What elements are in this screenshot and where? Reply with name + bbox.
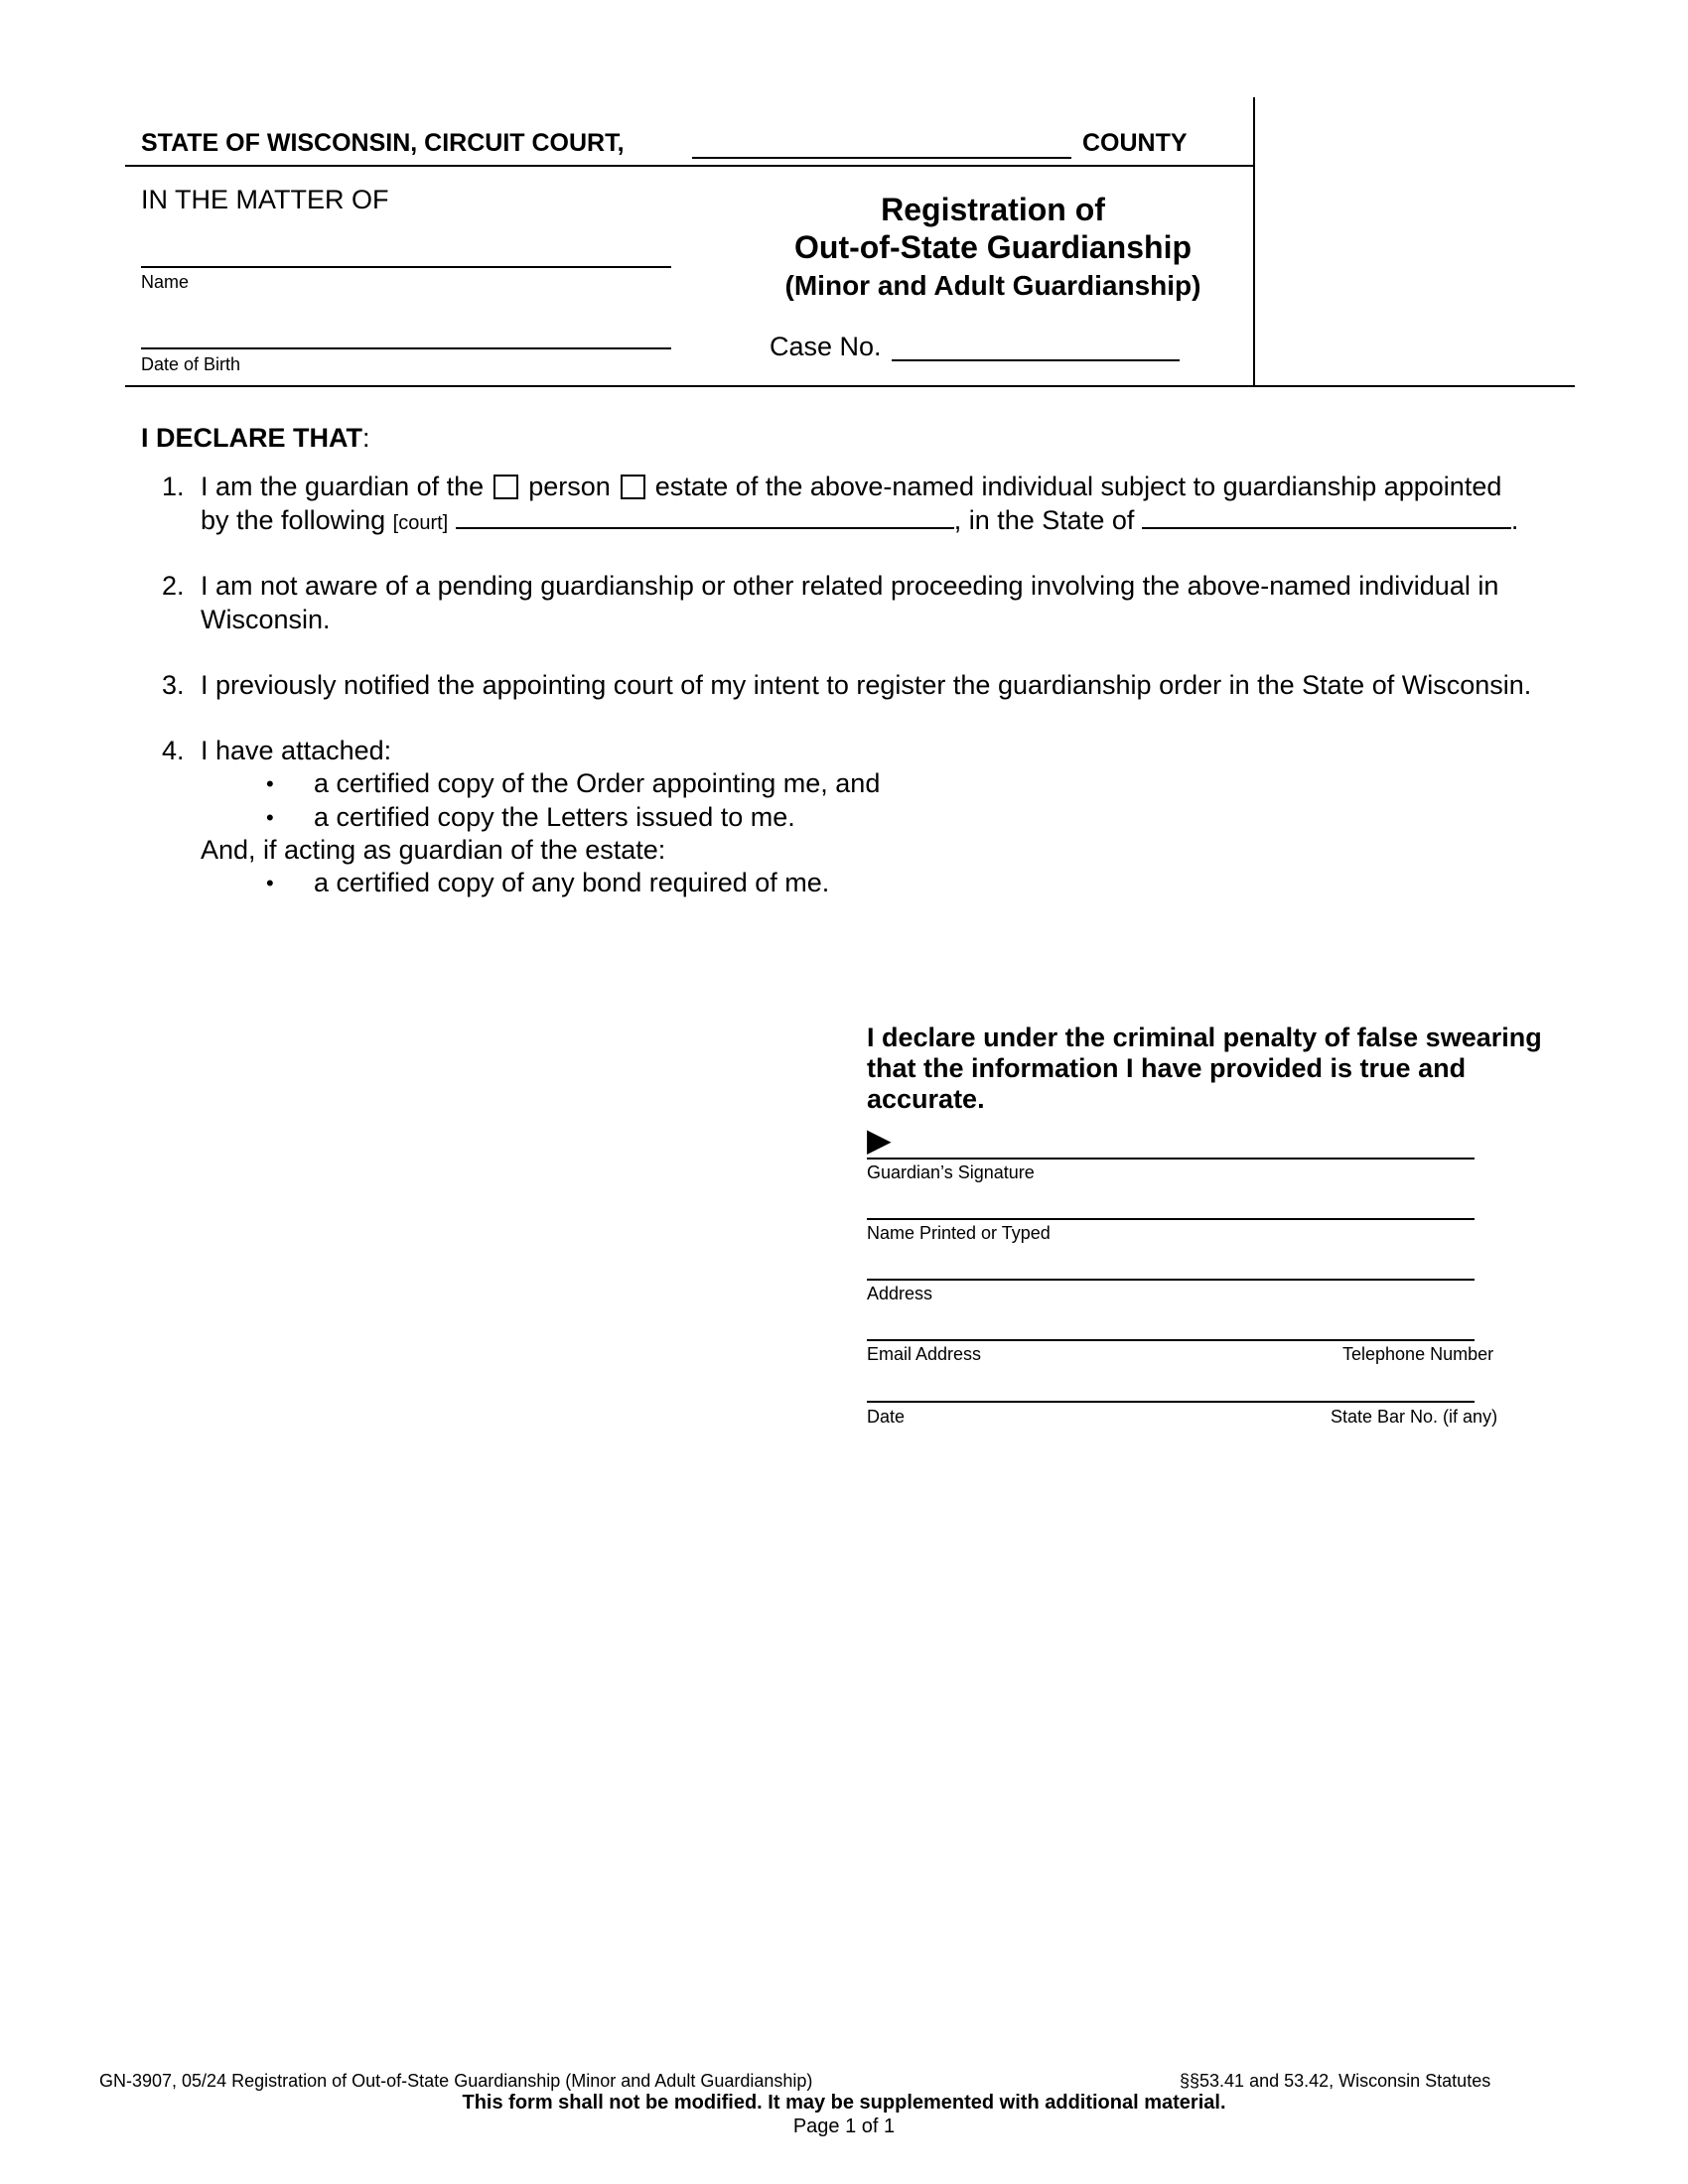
attachment-letters: a certified copy the Letters issued to me. bbox=[314, 802, 795, 832]
item-1-text: I am the guardian of the bbox=[201, 472, 485, 501]
item-3-number: 3. bbox=[162, 670, 185, 700]
phone-label: Telephone Number bbox=[1342, 1344, 1494, 1364]
page-number: Page 1 of 1 bbox=[792, 2116, 896, 2137]
title-line-2: Out-of-State Guardianship bbox=[794, 229, 1192, 265]
declare-heading-colon: : bbox=[362, 423, 370, 453]
estate-intro: And, if acting as guardian of the estate: bbox=[201, 835, 666, 865]
case-no-label: Case No. bbox=[770, 332, 882, 361]
court-field[interactable] bbox=[456, 527, 954, 529]
dob-label: Date of Birth bbox=[141, 354, 241, 374]
county-blank[interactable] bbox=[692, 157, 1071, 159]
name-field[interactable] bbox=[141, 266, 671, 268]
caption-bottom-rule bbox=[125, 385, 1575, 387]
address-line[interactable] bbox=[867, 1279, 1475, 1281]
bullet-icon: • bbox=[266, 871, 274, 895]
email-phone-line[interactable] bbox=[867, 1339, 1475, 1341]
court-hint: [court] bbox=[392, 512, 449, 534]
signature-line[interactable] bbox=[867, 1158, 1475, 1160]
date-bar-line[interactable] bbox=[867, 1401, 1475, 1403]
item-2-number: 2. bbox=[162, 571, 185, 601]
declare-heading-text: I DECLARE THAT bbox=[141, 423, 362, 453]
case-no-field[interactable] bbox=[892, 359, 1180, 361]
attachment-bond: a certified copy of any bond required of me. bbox=[314, 868, 830, 897]
form-title bbox=[695, 191, 1291, 266]
name-label: Name bbox=[141, 272, 190, 292]
item-4-intro: I have attached: bbox=[201, 736, 392, 765]
item-2-line-2: Wisconsin. bbox=[201, 605, 331, 634]
title-line-1: Registration of bbox=[881, 192, 1105, 227]
attestation-line-2: that the information I have provided is true and bbox=[867, 1053, 1467, 1083]
form-id: GN-3907, 05/24 Registration of Out-of-State Guardianship (Minor and Adult Guardianship) bbox=[99, 2071, 813, 2091]
item-1-number: 1. bbox=[162, 472, 185, 501]
footer-notice: This form shall not be modified. It may be supplemented with additional material. bbox=[462, 2092, 1226, 2114]
state-bar-label: State Bar No. (if any) bbox=[1331, 1407, 1498, 1427]
attestation-line-3: accurate. bbox=[867, 1084, 985, 1114]
item-3-line-1: I previously notified the appointing court of my intent to register the guardianship order in the State of Wisconsin. bbox=[201, 670, 1532, 700]
name-printed-line[interactable] bbox=[867, 1218, 1475, 1220]
item-1-period: . bbox=[1510, 505, 1519, 535]
item-4-number: 4. bbox=[162, 736, 185, 765]
person-option-label: person bbox=[528, 472, 611, 501]
estate-checkbox[interactable] bbox=[621, 475, 645, 499]
court-prefix: STATE OF WISCONSIN, CIRCUIT COURT, bbox=[141, 129, 625, 157]
declare-heading bbox=[141, 423, 370, 454]
signature-label: Guardian’s Signature bbox=[867, 1162, 1035, 1182]
item-2-line-1: I am not aware of a pending guardianship or other related proceeding involving the above-named individual in bbox=[201, 571, 1499, 601]
state-field[interactable] bbox=[1142, 527, 1511, 529]
matter-label: IN THE MATTER OF bbox=[141, 185, 389, 214]
header-rule bbox=[125, 165, 1255, 167]
title-line-3: (Minor and Adult Guardianship) bbox=[784, 270, 1201, 301]
statutes: §§53.41 and 53.42, Wisconsin Statutes bbox=[1180, 2071, 1491, 2091]
attachment-order: a certified copy of the Order appointing me, and bbox=[314, 768, 881, 798]
item-1-line-2-text: by the following bbox=[201, 505, 386, 535]
date-label: Date bbox=[867, 1407, 906, 1427]
item-1-line-1 bbox=[201, 470, 1501, 503]
bullet-icon: • bbox=[266, 805, 274, 830]
attestation bbox=[867, 1023, 1542, 1115]
email-label: Email Address bbox=[867, 1344, 982, 1364]
address-label: Address bbox=[867, 1284, 933, 1303]
name-printed-label: Name Printed or Typed bbox=[867, 1223, 1051, 1243]
estate-option-label: estate of the above-named individual subject to guardianship appointed bbox=[654, 472, 1502, 501]
item-1-line-2 bbox=[201, 503, 1518, 540]
bullet-icon: • bbox=[266, 771, 274, 796]
sign-here-arrow-icon: ▶ bbox=[867, 1122, 892, 1158]
county-label: COUNTY bbox=[1082, 129, 1188, 157]
state-of-label: , in the State of bbox=[953, 505, 1135, 535]
person-checkbox[interactable] bbox=[493, 475, 518, 499]
dob-field[interactable] bbox=[141, 347, 671, 349]
attestation-line-1: I declare under the criminal penalty of false swearing bbox=[867, 1023, 1542, 1052]
